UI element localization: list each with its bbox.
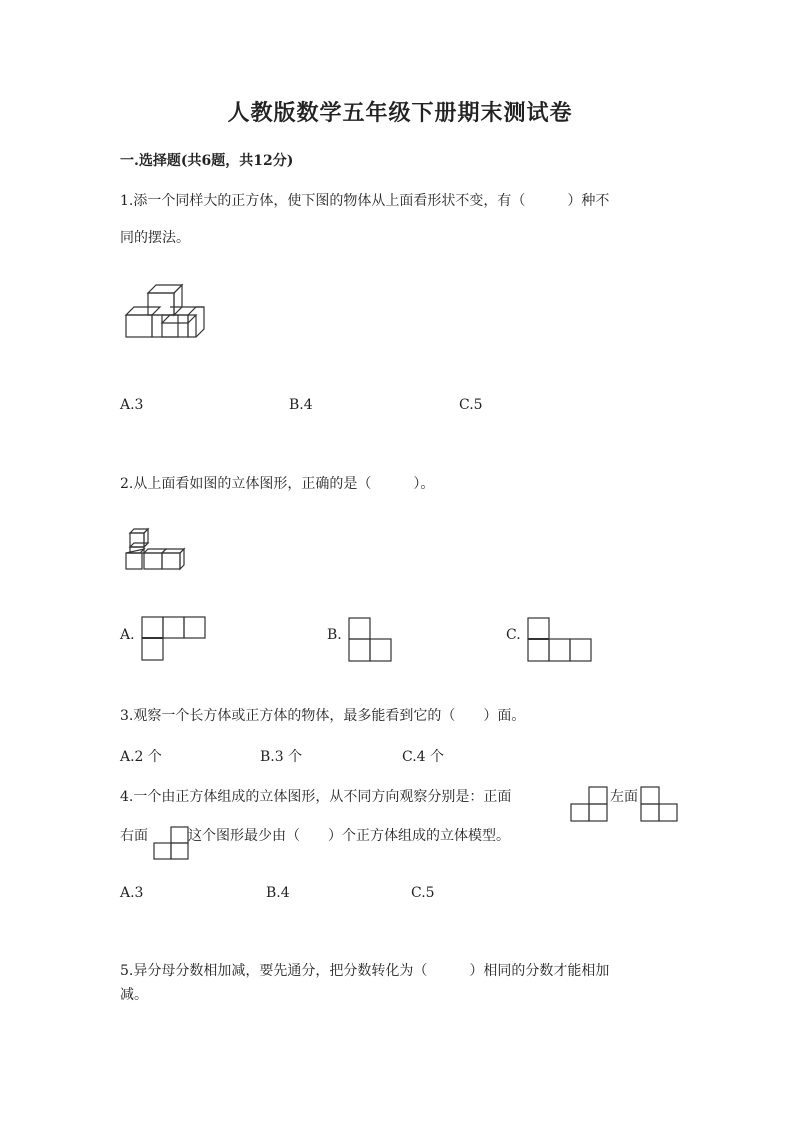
question-4-front-view-grid (571, 786, 611, 822)
page-title: 人教版数学五年级下册期末测试卷 (227, 100, 573, 126)
question-2-option-b-grid (348, 617, 394, 663)
question-2-option-c[interactable]: C. (506, 627, 521, 643)
section-heading: 一.选择题(共6题，共12分) (120, 153, 294, 169)
question-5-line-1: 5.异分母分数相加减，要先通分，把分数转化为（ ）相同的分数才能相加 (120, 963, 610, 979)
question-5-line-2: 减。 (120, 987, 148, 1003)
question-4-part-1: 4.一个由正方体组成的立体图形，从不同方向观察分别是：正面 (120, 789, 512, 805)
question-2-option-b[interactable]: B. (327, 627, 342, 643)
question-2-option-a[interactable]: A. (120, 627, 135, 643)
question-4-option-c[interactable]: C.5 (411, 885, 435, 901)
question-3-option-a[interactable]: A.2 个 (120, 749, 162, 765)
question-1-option-a[interactable]: A.3 (120, 397, 144, 413)
question-1-line-2: 同的摆法。 (120, 230, 190, 246)
question-4-part-2: 左面 (610, 789, 638, 805)
question-3-option-b[interactable]: B.3 个 (260, 749, 303, 765)
question-2-cube-figure (124, 528, 188, 572)
question-4-option-b[interactable]: B.4 (266, 885, 290, 901)
question-4-option-a[interactable]: A.3 (120, 885, 144, 901)
question-2-option-a-grid (141, 616, 207, 662)
question-1-cube-figure (126, 283, 208, 339)
question-1-line-1: 1.添一个同样大的正方体，使下图的物体从上面看形状不变，有（ ）种不 (120, 193, 610, 209)
question-4-right-view-grid (153, 826, 191, 862)
question-1-option-c[interactable]: C.5 (459, 397, 483, 413)
question-2-text: 2.从上面看如图的立体图形，正确的是（ ）。 (120, 476, 435, 492)
question-2-option-c-grid (527, 617, 595, 663)
question-3-option-c[interactable]: C.4 个 (402, 749, 445, 765)
question-3-text: 3.观察一个长方体或正方体的物体，最多能看到它的（ ）面。 (120, 708, 526, 724)
question-1-option-b[interactable]: B.4 (289, 397, 313, 413)
question-4-part-3: 右面 (120, 828, 148, 844)
question-4-left-view-grid (640, 786, 680, 822)
question-4-part-4: 这个图形最少由（ ）个正方体组成的立体模型。 (188, 828, 510, 844)
